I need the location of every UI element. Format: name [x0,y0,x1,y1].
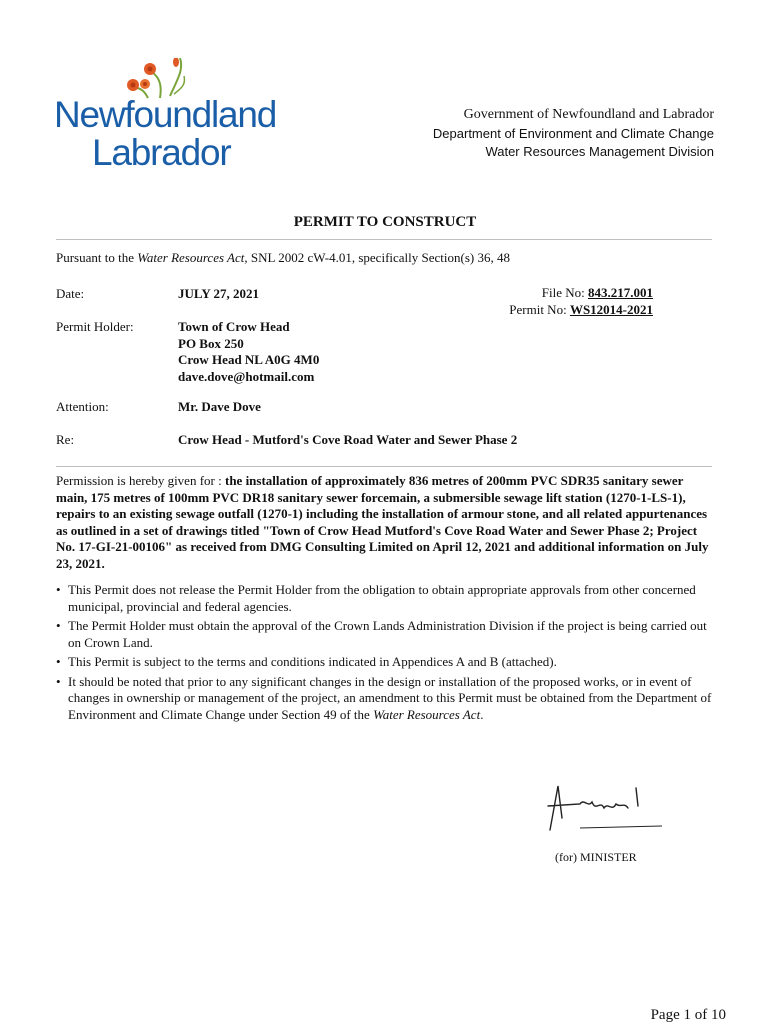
attention-label: Attention: [56,399,109,414]
logo-text-newfoundland: Newfoundland [54,94,277,135]
permit-holder-address [178,319,319,385]
holder-email: dave.dove@hotmail.com [178,368,315,384]
file-label: File No: [541,285,585,300]
re-value: Crow Head - Mutford's Cove Road Water and Sewer Phase 2 [178,432,518,447]
permit-number: WS12014-2021 [569,301,653,317]
conditions-list [56,582,716,726]
holder-city: Crow Head NL A0G 4M0 [178,352,320,367]
logo-text-labrador: Labrador [92,132,231,173]
division-name: Water Resources Management Division [485,144,714,159]
list-item: • The Permit Holder must obtain the approval of the Crown Lands Administration Division if the project is being carried out on Crown Land. [56,618,716,651]
list-item: • This Permit is subject to the terms and conditions indicated in Appendices A and B (attached). [56,654,716,671]
page-number: Page 1 of 10 [650,1007,726,1023]
permission-paragraph: Permission is hereby given for : the installation of approximately 836 metres of 200mm PVC SDR35 sanitary sewer main, 175 metres of 100mm PVC DR18 sanitary sewer forcemain, a submersible sewage lift station (1270-1-LS-1), repairs to an existing sewage outfall (1270-1) including the installation of armour stone, and all related appurtenances as outlined in a set of drawings titled "Town of Crow Head Mutford's Cove Road Water and Sewer Phase 2; Project No. 17-GI-21-00106" as received from DMG Consulting Limited on April 12, 2021 and additional information on July 23, 2021. [56,473,709,571]
signature-icon [540,778,670,838]
holder-po-box: PO Box 250 [178,335,244,351]
holder-name: Town of Crow Head [178,319,290,334]
file-permit-numbers [509,285,653,318]
department-name: Department of Environment and Climate Change [432,126,714,141]
file-number: 843.217.001 [588,285,653,300]
date-value: JULY 27, 2021 [178,286,260,301]
list-item: • This Permit does not release the Permit Holder from the obligation to obtain appropriate approvals from other concerned municipal, provincial and federal agencies. [56,582,716,615]
permission-divider [56,466,712,467]
permission-scope: the installation of approximately 836 metres of 200mm PVC SDR35 sanitary sewer main, 175 metres of 100mm PVC DR18 sanitary sewer forcemain, a submersible sewage lift station (1270-1-LS-1), repairs to an existing sewage outfall (1270-1) including the installation of armour stone, and all related appurtenances as outlined in a set of drawings titled "Town of Crow Head Mutford's Cove Road Water and Sewer Phase 2; Project No. 17-GI-21-00106" as received from DMG Consulting Limited on April 12, 2021 and additional information on July 23, 2021. [56,473,709,571]
re-label: Re: [56,432,75,447]
permit-holder-label: Permit Holder: [56,319,134,334]
date-label: Date: [56,286,85,301]
pursuant-statement: Pursuant to the Water Resources Act, SNL 2002 cW-4.01, specifically Section(s) 36, 48 [56,250,510,265]
government-name: Government of Newfoundland and Labrador [463,107,714,122]
act-name: Water Resources Act [137,250,245,265]
list-item: • It should be noted that prior to any significant changes in the design or installation of the proposed works, or in event of changes in ownership or management of the project, an amendment to this Permit must be obtained from the Department of Environment and Climate Change under Section 49 of the Water Resources Act. [56,674,716,724]
attention-value: Mr. Dave Dove [178,399,261,414]
document-title: PERMIT TO CONSTRUCT [293,214,477,230]
permit-label: Permit No: [509,301,567,317]
title-divider [56,239,712,240]
signature-caption: (for) MINISTER [555,850,637,864]
